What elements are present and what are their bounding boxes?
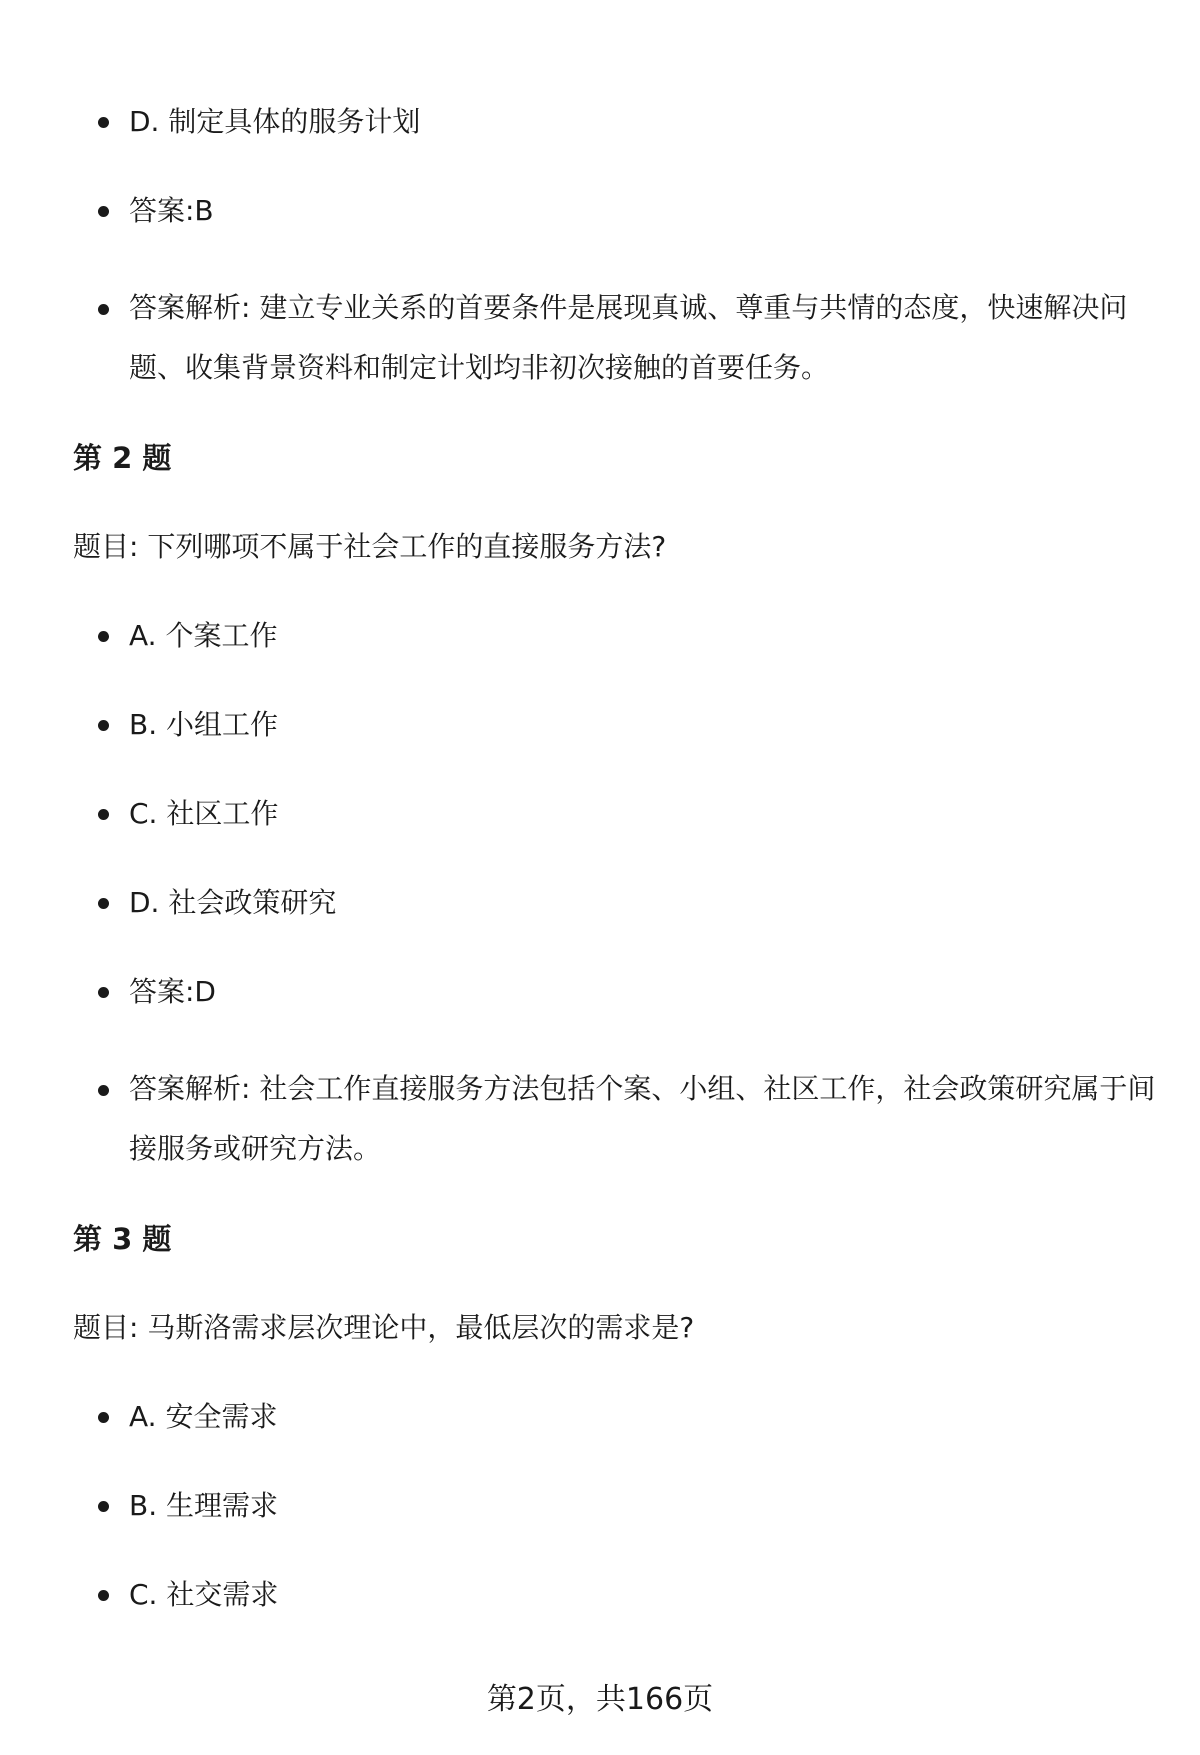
q2-option-d — [73, 881, 1163, 925]
q3-heading: 第 3 题 — [73, 1222, 172, 1256]
q2-analysis — [73, 1059, 1163, 1179]
q2-option-b-text: B. 小组工作 — [129, 708, 279, 741]
bullet-dot — [98, 1085, 109, 1096]
q2-heading: 第 2 题 — [73, 441, 172, 475]
q1-analysis — [73, 278, 1163, 398]
bullet-dot — [98, 1412, 109, 1423]
q1-answer — [73, 189, 1163, 233]
q1-answer-text: 答案:B — [129, 194, 214, 227]
q1-option-d — [73, 100, 1163, 144]
q3-option-c — [73, 1573, 1163, 1617]
page-number-footer: 第2页，共166页 — [486, 1682, 714, 1717]
q2-option-b — [73, 703, 1163, 747]
bullet-dot — [98, 117, 109, 128]
bullet-dot — [98, 1590, 109, 1601]
bullet-dot — [98, 206, 109, 217]
q2-option-a — [73, 614, 1163, 658]
q3-option-b — [73, 1484, 1163, 1528]
q3-option-b-text: B. 生理需求 — [129, 1489, 279, 1522]
bullet-dot — [98, 898, 109, 909]
bullet-dot — [98, 809, 109, 820]
bullet-dot — [98, 631, 109, 642]
q2-option-c-text: C. 社区工作 — [129, 797, 279, 830]
q3-option-c-text: C. 社交需求 — [129, 1578, 279, 1611]
q2-option-d-text: D. 社会政策研究 — [129, 886, 337, 919]
q3-option-a-text: A. 安全需求 — [129, 1400, 278, 1433]
bullet-dot — [98, 720, 109, 731]
q2-answer — [73, 970, 1163, 1014]
q3-option-a — [73, 1395, 1163, 1439]
q2-answer-text: 答案:D — [129, 975, 216, 1008]
q1-option-d-text: D. 制定具体的服务计划 — [129, 105, 421, 138]
q1-analysis-text: 答案解析: 建立专业关系的首要条件是展现真诚、尊重与共情的态度，快速解决问题、收集背景资料和制定计划均非初次接触的首要任务。 — [129, 291, 1128, 384]
q2-option-c — [73, 792, 1163, 836]
q3-question: 题目: 马斯洛需求层次理论中，最低层次的需求是? — [73, 1311, 695, 1344]
q2-option-a-text: A. 个案工作 — [129, 619, 278, 652]
bullet-dot — [98, 987, 109, 998]
q2-question: 题目: 下列哪项不属于社会工作的直接服务方法? — [73, 530, 667, 563]
bullet-dot — [98, 1501, 109, 1512]
bullet-dot — [98, 304, 109, 315]
page-content — [73, 100, 1163, 1662]
q2-analysis-text: 答案解析: 社会工作直接服务方法包括个案、小组、社区工作，社会政策研究属于间接服务或研究方法。 — [129, 1072, 1156, 1165]
